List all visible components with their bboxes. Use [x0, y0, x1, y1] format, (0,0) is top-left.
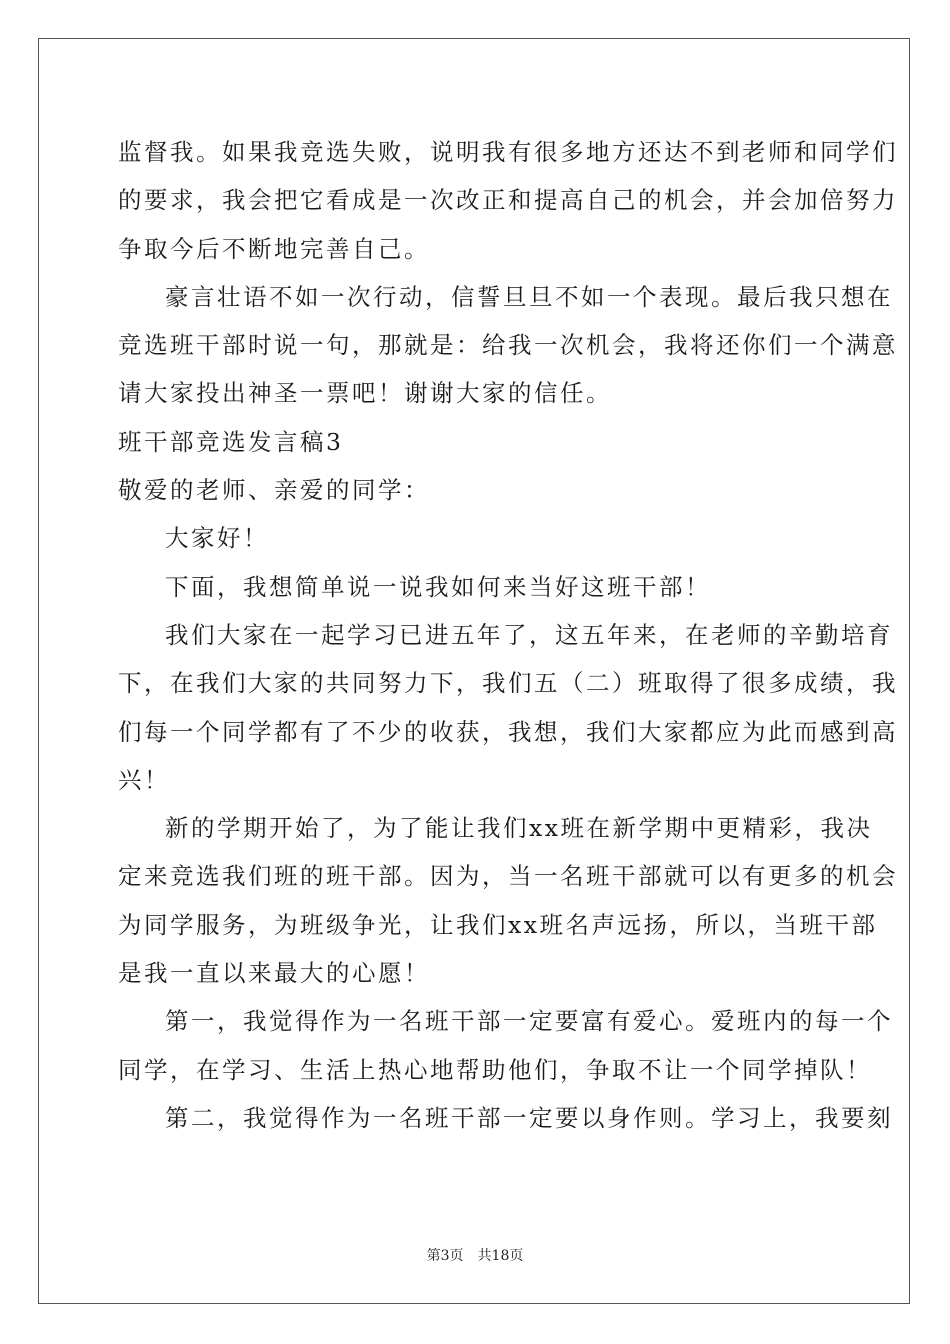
text-line: 为同学服务，为班级争光，让我们xx班名声远扬，所以，当班干部	[118, 910, 878, 939]
text-line: 定来竞选我们班的班干部。因为，当一名班干部就可以有更多的机会	[118, 862, 898, 891]
text-line: 第一，我觉得作为一名班干部一定要富有爱心。爱班内的每一个	[165, 1007, 893, 1036]
text-line: 是我一直以来最大的心愿！	[118, 959, 430, 988]
page-number: 第3页	[426, 1248, 464, 1264]
text-line: 敬爱的老师、亲爱的同学：	[118, 476, 430, 505]
text-line: 竞选班干部时说一句，那就是：给我一次机会，我将还你们一个满意	[118, 331, 898, 360]
document-body	[118, 128, 898, 1142]
text-line: 第二，我觉得作为一名班干部一定要以身作则。学习上，我要刻	[165, 1103, 893, 1132]
page-footer	[0, 1246, 950, 1266]
text-line: 下，在我们大家的共同努力下，我们五（二）班取得了很多成绩，我	[118, 669, 898, 698]
text-line: 的要求，我会把它看成是一次改正和提高自己的机会，并会加倍努力	[118, 186, 898, 215]
text-line: 请大家投出神圣一票吧！谢谢大家的信任。	[118, 379, 612, 408]
text-line: 豪言壮语不如一次行动，信誓旦旦不如一个表现。最后我只想在	[165, 282, 893, 311]
text-line: 争取今后不断地完善自己。	[118, 234, 430, 263]
text-line: 下面，我想简单说一说我如何来当好这班干部！	[165, 572, 711, 601]
text-line: 我们大家在一起学习已进五年了，这五年来，在老师的辛勤培育	[165, 620, 893, 649]
text-line: 班干部竞选发言稿3	[118, 427, 344, 456]
text-line: 监督我。如果我竞选失败，说明我有很多地方还达不到老师和同学们	[118, 138, 898, 166]
text-line: 大家好！	[165, 524, 269, 553]
text-line: 兴！	[118, 765, 170, 794]
text-line: 同学，在学习、生活上热心地帮助他们，争取不让一个同学掉队！	[118, 1055, 872, 1084]
text-line: 们每一个同学都有了不少的收获，我想，我们大家都应为此而感到高	[118, 717, 898, 746]
text-line: 新的学期开始了，为了能让我们xx班在新学期中更精彩，我决	[165, 814, 873, 843]
page-total: 共18页	[477, 1248, 524, 1264]
